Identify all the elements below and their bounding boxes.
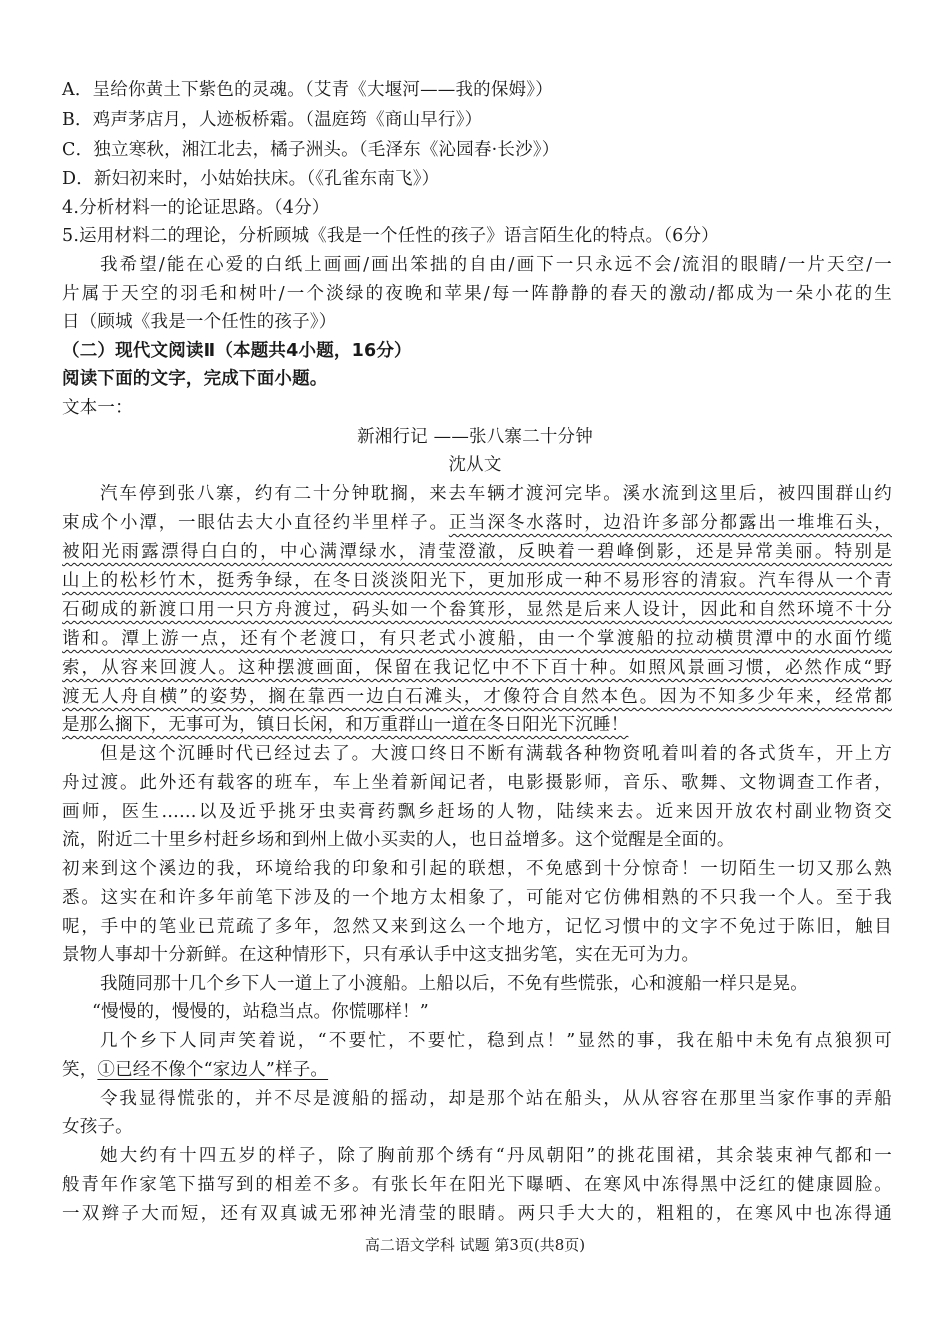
wavy-underlined-text: 是那么搁下，无事可为，镇日长闲，和万重群山一道在冬日阳光下沉睡！ — [62, 715, 629, 735]
paragraph-line: 呢，手中的笔业已荒疏了多年，忽然又来到这么一个地方，记忆习惯中的文字不免过于陈旧，触目 — [62, 917, 892, 937]
dialogue-line: “慢慢的，慢慢的，站稳当点。你慌哪样！” — [92, 1002, 429, 1022]
paragraph-line: 一双辫子大而短，还有双真诚无邪神光清莹的眼睛。两只手大大的，粗粗的，在寒风中也冻得通 — [62, 1204, 892, 1224]
paragraph-line: 画师，医生……以及近乎挑牙虫卖膏药飘乡赶场的人物，陆续来去。近来因开放农村副业物资交 — [62, 802, 892, 822]
wavy-underlined-text: 渡无人舟自横”的姿势，搁在靠西一边白石滩头，才像符合自然本色。因为不知多少年来，经常都 — [62, 687, 892, 707]
plain-text: 笑， — [62, 1060, 98, 1080]
paragraph-line — [62, 540, 892, 564]
paragraph-line — [62, 685, 892, 709]
paragraph-line — [62, 569, 892, 593]
text-label: 文本一： — [62, 398, 133, 418]
option-b: B．鸡声茅店月，人迹板桥霜。（温庭筠《商山早行》） — [62, 110, 483, 130]
paragraph-line — [62, 1058, 892, 1082]
paragraph-line — [62, 511, 892, 535]
question-5: 5.运用材料二的理论，分析顾城《我是一个任性的孩子》语言陌生化的特点。（6分） — [62, 226, 719, 246]
wavy-underlined-text: 石砌成的新渡口用一只方舟渡过，码头如一个畚箕形，显然是后来人设计，因此和自然环境不十分 — [62, 600, 892, 620]
paragraph-line: 汽车停到张八寨，约有二十分钟耽搁，来去车辆才渡河完毕。溪水流到这里后，被四围群山约 — [100, 484, 892, 504]
paragraph-line: 般青年作家笔下描写到的相差不多。有张长年在阳光下曝晒、在寒风中冻得黑中泛红的健康圆脸。 — [62, 1175, 892, 1195]
paragraph-line: 她大约有十四五岁的样子，除了胸前那个绣有“丹凤朝阳”的挑花围裙，其余装束神气都和一 — [100, 1146, 892, 1166]
paragraph-line: 几个乡下人同声笑着说，“不要忙，不要忙，稳到点！”显然的事，我在船中未免有点狼狈可 — [100, 1031, 892, 1051]
paragraph-line: 悉。这实在和许多年前笔下涉及的一个地方太相象了，可能对它仿佛相熟的不只我一个人。至于我 — [62, 888, 892, 908]
wavy-underlined-text: 正当深冬水落时，边沿许多部分都露出一堆堆石头， — [448, 513, 892, 533]
section-heading: （二）现代文阅读Ⅱ（本题共4小题，16分） — [62, 341, 412, 361]
poem-line: 片属于天空的羽毛和树叶/一个淡绿的夜晚和苹果/每一阵静静的春天的激动/都成为一朵小花的生 — [62, 284, 892, 304]
page-footer: 高二语文学科 试题 第3页(共8页) — [364, 1236, 586, 1254]
paragraph-line — [62, 713, 892, 737]
question-4: 4.分析材料一的论证思路。（4分） — [62, 198, 330, 218]
option-d: D．新妇初来时，小姑始扶床。（《孔雀东南飞》） — [62, 169, 440, 189]
paragraph-line: 初来到这个溪边的我，环境给我的印象和引起的联想，不免感到十分惊奇！一切陌生一切又那么熟 — [62, 859, 892, 879]
article-author: 沈从文 — [448, 455, 502, 475]
wavy-underlined-text: 被阳光雨露漂得白白的，中心满潭绿水，清莹澄澈，反映着一碧峰倒影，还是异常美丽。特别是 — [62, 542, 892, 562]
wavy-underlined-text: 山上的松杉竹木，挺秀争绿，在冬日淡淡阳光下，更加形成一种不易形容的清寂。汽车得从一个青 — [62, 571, 892, 591]
section-instruction: 阅读下面的文字，完成下面小题。 — [62, 369, 328, 389]
paragraph-line: 舟过渡。此外还有载客的班车，车上坐着新闻记者，电影摄影师，音乐、歌舞、文物调查工作者， — [62, 773, 892, 793]
option-c: C．独立寒秋，湘江北去，橘子洲头。（毛泽东《沁园春·长沙》） — [62, 140, 560, 160]
option-a: A．呈给你黄土下紫色的灵魂。（艾青《大堰河——我的保姆》） — [62, 80, 553, 100]
poem-line: 我希望/能在心爱的白纸上画画/画出笨拙的自由/画下一只永远不会/流泪的眼睛/一片天空/一 — [100, 255, 892, 275]
paragraph-line — [62, 627, 892, 651]
article-title: 新湘行记 ——张八寨二十分钟 — [357, 427, 593, 447]
paragraph-line — [62, 598, 892, 622]
paragraph-line: 我随同那十几个乡下人一道上了小渡船。上船以后，不免有些慌张，心和渡船一样只是晃。 — [100, 974, 808, 994]
paragraph-line: 景物人事却十分新鲜。在这种情形下，只有承认手中这支拙劣笔，实在无可为力。 — [62, 945, 700, 965]
paragraph-line: 女孩子。 — [62, 1117, 133, 1137]
paragraph-line — [62, 656, 892, 680]
wavy-underlined-text: 索，从容来回渡人。这种摆渡画面，保留在我记忆中不下百十种。如照风景画习惯，必然作成“野 — [62, 658, 892, 678]
paragraph-line: 流，附近二十里乡村赶乡场和到州上做小买卖的人，也日益增多。这个觉醒是全面的。 — [62, 830, 735, 850]
underlined-text: ①已经不像个“家边人”样子。 — [97, 1060, 329, 1080]
plain-text: 束成个小潭，一眼估去大小直径约半里样子。 — [62, 513, 449, 533]
wavy-underlined-text: 谐和。潭上游一点，还有个老渡口，有只老式小渡船，由一个掌渡船的拉动横贯潭中的水面竹缆 — [62, 629, 892, 649]
poem-line: 日（顾城《我是一个任性的孩子》） — [62, 312, 337, 332]
paragraph-line: 令我显得慌张的，并不尽是渡船的摇动，却是那个站在船头，从从容容在那里当家作事的弄船 — [100, 1089, 892, 1109]
paragraph-line: 但是这个沉睡时代已经过去了。大渡口终日不断有满载各种物资吼着叫着的各式货车，开上方 — [100, 744, 892, 764]
